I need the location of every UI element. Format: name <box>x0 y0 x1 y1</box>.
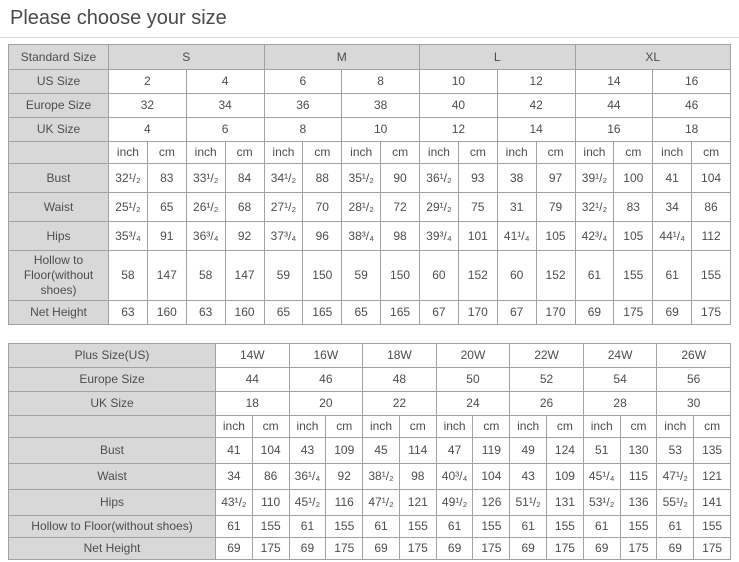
measurement-cm-cell: 150 <box>381 251 420 301</box>
size-value-cell: 12 <box>497 70 575 94</box>
size-value-cell: 14 <box>575 70 653 94</box>
size-value-cell: 16 <box>653 70 731 94</box>
measurement-cm-cell: 155 <box>252 516 289 538</box>
plus-size-table <box>8 343 731 560</box>
size-value-cell: 44 <box>575 94 653 118</box>
measurement-row <box>9 251 731 301</box>
size-value-cell: 10 <box>342 118 420 142</box>
measurement-inch-cell: 61 <box>657 516 694 538</box>
unit-corner-cell <box>9 416 216 438</box>
unit-cm-header: cm <box>225 142 264 164</box>
measurement-cm-cell: 160 <box>147 301 186 325</box>
size-value-cell: 2 <box>109 70 187 94</box>
measurement-inch-cell: 34 <box>216 464 253 490</box>
measurement-inch-cell: 39¹/₂ <box>575 164 614 193</box>
row-label: Europe Size <box>9 368 216 392</box>
unit-cm-header: cm <box>381 142 420 164</box>
measurement-inch-cell: 47¹/₂ <box>363 490 400 516</box>
row-label: Net Height <box>9 301 109 325</box>
size-group-header: S <box>109 45 265 70</box>
size-value-cell: 38 <box>342 94 420 118</box>
measurement-inch-cell: 63 <box>109 301 148 325</box>
row-label: Waist <box>9 193 109 222</box>
row-label: Bust <box>9 438 216 464</box>
measurement-inch-cell: 69 <box>583 538 620 560</box>
measurement-inch-cell: 31 <box>497 193 536 222</box>
measurement-cm-cell: 114 <box>399 438 436 464</box>
measurement-inch-cell: 61 <box>216 516 253 538</box>
measurement-cm-cell: 119 <box>473 438 510 464</box>
measurement-cm-cell: 110 <box>252 490 289 516</box>
measurement-cm-cell: 175 <box>614 301 653 325</box>
measurement-cm-cell: 96 <box>303 222 342 251</box>
measurement-cm-cell: 141 <box>694 490 731 516</box>
unit-cm-header: cm <box>458 142 497 164</box>
measurement-cm-cell: 83 <box>147 164 186 193</box>
size-value-cell: 22W <box>510 344 584 368</box>
measurement-inch-cell: 67 <box>497 301 536 325</box>
measurement-inch-cell: 49¹/₂ <box>436 490 473 516</box>
size-value-cell: 50 <box>436 368 510 392</box>
measurement-cm-cell: 104 <box>692 164 731 193</box>
measurement-inch-cell: 69 <box>653 301 692 325</box>
row-label: Net Height <box>9 538 216 560</box>
row-label: Bust <box>9 164 109 193</box>
measurement-cm-cell: 135 <box>694 438 731 464</box>
measurement-cm-cell: 116 <box>326 490 363 516</box>
measurement-cm-cell: 72 <box>381 193 420 222</box>
unit-inch-header: inch <box>436 416 473 438</box>
measurement-inch-cell: 35¹/₂ <box>342 164 381 193</box>
unit-inch-header: inch <box>109 142 148 164</box>
measurement-cm-cell: 109 <box>547 464 584 490</box>
unit-cm-header: cm <box>692 142 731 164</box>
measurement-cm-cell: 109 <box>326 438 363 464</box>
measurement-cm-cell: 92 <box>225 222 264 251</box>
size-value-cell: 54 <box>583 368 657 392</box>
measurement-inch-cell: 32¹/₂ <box>575 193 614 222</box>
unit-cm-header: cm <box>147 142 186 164</box>
corner-label-cell: Standard Size <box>9 45 109 70</box>
row-label: Waist <box>9 464 216 490</box>
size-value-cell: 10 <box>420 70 498 94</box>
measurement-inch-cell: 27¹/₂ <box>264 193 303 222</box>
measurement-inch-cell: 65 <box>342 301 381 325</box>
measurement-inch-cell: 45¹/₂ <box>289 490 326 516</box>
measurement-inch-cell: 34 <box>653 193 692 222</box>
measurement-inch-cell: 61 <box>653 251 692 301</box>
size-value-cell: 42 <box>497 94 575 118</box>
size-value-cell: 16 <box>575 118 653 142</box>
unit-cm-header: cm <box>614 142 653 164</box>
measurement-cm-cell: 88 <box>303 164 342 193</box>
measurement-inch-cell: 43 <box>289 438 326 464</box>
unit-inch-header: inch <box>420 142 459 164</box>
measurement-inch-cell: 47¹/₂ <box>657 464 694 490</box>
measurement-row <box>9 516 731 538</box>
measurement-cm-cell: 147 <box>225 251 264 301</box>
unit-cm-header: cm <box>399 416 436 438</box>
unit-cm-header: cm <box>620 416 657 438</box>
size-value-cell: 4 <box>109 118 187 142</box>
measurement-inch-cell: 29¹/₂ <box>420 193 459 222</box>
measurement-cm-cell: 112 <box>692 222 731 251</box>
measurement-inch-cell: 25¹/₂ <box>109 193 148 222</box>
measurement-inch-cell: 33¹/₂ <box>186 164 225 193</box>
measurement-cm-cell: 90 <box>381 164 420 193</box>
measurement-inch-cell: 69 <box>575 301 614 325</box>
size-value-cell: 12 <box>420 118 498 142</box>
measurement-cm-cell: 79 <box>536 193 575 222</box>
size-value-cell: 26W <box>657 344 731 368</box>
unit-cm-header: cm <box>536 142 575 164</box>
size-value-cell: 14 <box>497 118 575 142</box>
measurement-cm-cell: 93 <box>458 164 497 193</box>
measurement-inch-cell: 51 <box>583 438 620 464</box>
measurement-inch-cell: 38³/₄ <box>342 222 381 251</box>
measurement-cm-cell: 175 <box>252 538 289 560</box>
measurement-cm-cell: 121 <box>399 490 436 516</box>
size-group-header: L <box>420 45 576 70</box>
measurement-cm-cell: 70 <box>303 193 342 222</box>
measurement-inch-cell: 35³/₄ <box>109 222 148 251</box>
measurement-cm-cell: 150 <box>303 251 342 301</box>
measurement-inch-cell: 58 <box>109 251 148 301</box>
size-conversion-row <box>9 344 731 368</box>
measurement-inch-cell: 61 <box>575 251 614 301</box>
unit-cm-header: cm <box>303 142 342 164</box>
size-value-cell: 24W <box>583 344 657 368</box>
size-value-cell: 8 <box>264 118 342 142</box>
measurement-cm-cell: 155 <box>547 516 584 538</box>
unit-inch-header: inch <box>216 416 253 438</box>
measurement-inch-cell: 61 <box>436 516 473 538</box>
measurement-inch-cell: 69 <box>510 538 547 560</box>
plus-size-table-body <box>9 344 731 560</box>
unit-inch-header: inch <box>510 416 547 438</box>
measurement-row <box>9 490 731 516</box>
measurement-row <box>9 438 731 464</box>
measurement-cm-cell: 84 <box>225 164 264 193</box>
size-value-cell: 20 <box>289 392 363 416</box>
measurement-cm-cell: 170 <box>536 301 575 325</box>
measurement-cm-cell: 175 <box>692 301 731 325</box>
size-value-cell: 48 <box>363 368 437 392</box>
measurement-cm-cell: 131 <box>547 490 584 516</box>
measurement-cm-cell: 175 <box>473 538 510 560</box>
measurement-cm-cell: 92 <box>326 464 363 490</box>
unit-inch-header: inch <box>264 142 303 164</box>
size-conversion-row <box>9 392 731 416</box>
size-conversion-row <box>9 70 731 94</box>
row-label: Plus Size(US) <box>9 344 216 368</box>
measurement-cm-cell: 147 <box>147 251 186 301</box>
unit-cm-header: cm <box>694 416 731 438</box>
measurement-cm-cell: 98 <box>381 222 420 251</box>
row-label: US Size <box>9 70 109 94</box>
measurement-inch-cell: 39³/₄ <box>420 222 459 251</box>
unit-cm-header: cm <box>547 416 584 438</box>
measurement-inch-cell: 63 <box>186 301 225 325</box>
measurement-inch-cell: 65 <box>264 301 303 325</box>
measurement-cm-cell: 126 <box>473 490 510 516</box>
size-value-cell: 40 <box>420 94 498 118</box>
measurement-cm-cell: 165 <box>303 301 342 325</box>
measurement-inch-cell: 26¹/₂ <box>186 193 225 222</box>
measurement-cm-cell: 104 <box>473 464 510 490</box>
measurement-cm-cell: 98 <box>399 464 436 490</box>
measurement-cm-cell: 86 <box>692 193 731 222</box>
measurement-inch-cell: 32¹/₂ <box>109 164 148 193</box>
measurement-cm-cell: 175 <box>620 538 657 560</box>
measurement-inch-cell: 69 <box>436 538 473 560</box>
measurement-cm-cell: 100 <box>614 164 653 193</box>
measurement-cm-cell: 104 <box>252 438 289 464</box>
measurement-row <box>9 164 731 193</box>
unit-inch-header: inch <box>583 416 620 438</box>
measurement-cm-cell: 115 <box>620 464 657 490</box>
measurement-cm-cell: 105 <box>614 222 653 251</box>
measurement-inch-cell: 41 <box>216 438 253 464</box>
measurement-inch-cell: 67 <box>420 301 459 325</box>
measurement-inch-cell: 49 <box>510 438 547 464</box>
measurement-inch-cell: 36³/₄ <box>186 222 225 251</box>
size-value-cell: 36 <box>264 94 342 118</box>
unit-corner-cell <box>9 142 109 164</box>
measurement-row <box>9 193 731 222</box>
measurement-inch-cell: 43 <box>510 464 547 490</box>
size-conversion-row <box>9 118 731 142</box>
unit-inch-header: inch <box>289 416 326 438</box>
measurement-inch-cell: 61 <box>583 516 620 538</box>
standard-size-table-body <box>9 45 731 325</box>
measurement-inch-cell: 41¹/₄ <box>497 222 536 251</box>
unit-cm-header: cm <box>326 416 363 438</box>
measurement-inch-cell: 69 <box>657 538 694 560</box>
measurement-cm-cell: 175 <box>547 538 584 560</box>
measurement-inch-cell: 40³/₄ <box>436 464 473 490</box>
standard-size-header-row <box>9 45 731 70</box>
measurement-inch-cell: 45 <box>363 438 400 464</box>
measurement-inch-cell: 47 <box>436 438 473 464</box>
measurement-cm-cell: 175 <box>399 538 436 560</box>
title-divider <box>0 37 739 38</box>
measurement-cm-cell: 86 <box>252 464 289 490</box>
unit-cm-header: cm <box>252 416 289 438</box>
size-value-cell: 14W <box>216 344 290 368</box>
measurement-inch-cell: 69 <box>289 538 326 560</box>
measurement-row <box>9 222 731 251</box>
measurement-cm-cell: 155 <box>620 516 657 538</box>
measurement-inch-cell: 58 <box>186 251 225 301</box>
measurement-inch-cell: 69 <box>363 538 400 560</box>
size-value-cell: 4 <box>186 70 264 94</box>
measurement-cm-cell: 136 <box>620 490 657 516</box>
measurement-inch-cell: 28¹/₂ <box>342 193 381 222</box>
measurement-cm-cell: 101 <box>458 222 497 251</box>
size-value-cell: 28 <box>583 392 657 416</box>
row-label: UK Size <box>9 392 216 416</box>
unit-inch-header: inch <box>186 142 225 164</box>
size-value-cell: 32 <box>109 94 187 118</box>
row-label: Hollow to Floor(without shoes) <box>9 251 109 301</box>
size-value-cell: 34 <box>186 94 264 118</box>
size-value-cell: 22 <box>363 392 437 416</box>
size-value-cell: 44 <box>216 368 290 392</box>
measurement-inch-cell: 53 <box>657 438 694 464</box>
size-value-cell: 24 <box>436 392 510 416</box>
measurement-inch-cell: 42³/₄ <box>575 222 614 251</box>
measurement-cm-cell: 124 <box>547 438 584 464</box>
unit-inch-header: inch <box>653 142 692 164</box>
page-title: Please choose your size <box>10 7 227 29</box>
measurement-cm-cell: 155 <box>326 516 363 538</box>
size-value-cell: 46 <box>289 368 363 392</box>
measurement-cm-cell: 130 <box>620 438 657 464</box>
measurement-inch-cell: 36¹/₄ <box>289 464 326 490</box>
size-value-cell: 52 <box>510 368 584 392</box>
size-value-cell: 16W <box>289 344 363 368</box>
measurement-cm-cell: 170 <box>458 301 497 325</box>
measurement-cm-cell: 175 <box>326 538 363 560</box>
measurement-cm-cell: 155 <box>692 251 731 301</box>
measurement-cm-cell: 152 <box>536 251 575 301</box>
measurement-inch-cell: 55¹/₂ <box>657 490 694 516</box>
measurement-inch-cell: 38¹/₂ <box>363 464 400 490</box>
measurement-inch-cell: 41 <box>653 164 692 193</box>
measurement-cm-cell: 160 <box>225 301 264 325</box>
measurement-row <box>9 538 731 560</box>
size-value-cell: 8 <box>342 70 420 94</box>
standard-size-table <box>8 44 731 325</box>
measurement-cm-cell: 155 <box>694 516 731 538</box>
measurement-inch-cell: 45¹/₄ <box>583 464 620 490</box>
measurement-cm-cell: 75 <box>458 193 497 222</box>
size-value-cell: 26 <box>510 392 584 416</box>
unit-inch-header: inch <box>497 142 536 164</box>
size-value-cell: 30 <box>657 392 731 416</box>
measurement-inch-cell: 38 <box>497 164 536 193</box>
measurement-inch-cell: 59 <box>342 251 381 301</box>
size-conversion-row <box>9 94 731 118</box>
measurement-cm-cell: 121 <box>694 464 731 490</box>
unit-inch-header: inch <box>657 416 694 438</box>
measurement-cm-cell: 155 <box>473 516 510 538</box>
measurement-cm-cell: 155 <box>614 251 653 301</box>
measurement-cm-cell: 175 <box>694 538 731 560</box>
size-value-cell: 18 <box>653 118 731 142</box>
measurement-inch-cell: 51¹/₂ <box>510 490 547 516</box>
measurement-inch-cell: 60 <box>420 251 459 301</box>
measurement-cm-cell: 97 <box>536 164 575 193</box>
measurement-inch-cell: 61 <box>289 516 326 538</box>
unit-inch-header: inch <box>342 142 381 164</box>
measurement-inch-cell: 53¹/₂ <box>583 490 620 516</box>
size-value-cell: 46 <box>653 94 731 118</box>
unit-cm-header: cm <box>473 416 510 438</box>
row-label: Hips <box>9 222 109 251</box>
measurement-cm-cell: 83 <box>614 193 653 222</box>
measurement-inch-cell: 60 <box>497 251 536 301</box>
size-group-header: M <box>264 45 420 70</box>
size-value-cell: 56 <box>657 368 731 392</box>
measurement-cm-cell: 155 <box>399 516 436 538</box>
measurement-cm-cell: 105 <box>536 222 575 251</box>
measurement-row <box>9 301 731 325</box>
measurement-inch-cell: 36¹/₂ <box>420 164 459 193</box>
measurement-inch-cell: 44¹/₄ <box>653 222 692 251</box>
measurement-inch-cell: 34¹/₂ <box>264 164 303 193</box>
measurement-cm-cell: 65 <box>147 193 186 222</box>
unit-inch-header: inch <box>363 416 400 438</box>
unit-header-row <box>9 416 731 438</box>
measurement-inch-cell: 37³/₄ <box>264 222 303 251</box>
measurement-inch-cell: 43¹/₂ <box>216 490 253 516</box>
size-value-cell: 6 <box>186 118 264 142</box>
size-conversion-row <box>9 368 731 392</box>
measurement-inch-cell: 59 <box>264 251 303 301</box>
measurement-cm-cell: 165 <box>381 301 420 325</box>
unit-inch-header: inch <box>575 142 614 164</box>
size-value-cell: 18W <box>363 344 437 368</box>
measurement-inch-cell: 61 <box>363 516 400 538</box>
size-value-cell: 20W <box>436 344 510 368</box>
unit-header-row <box>9 142 731 164</box>
size-value-cell: 18 <box>216 392 290 416</box>
measurement-inch-cell: 61 <box>510 516 547 538</box>
row-label: UK Size <box>9 118 109 142</box>
measurement-inch-cell: 69 <box>216 538 253 560</box>
measurement-row <box>9 464 731 490</box>
row-label: Hips <box>9 490 216 516</box>
measurement-cm-cell: 68 <box>225 193 264 222</box>
size-group-header: XL <box>575 45 731 70</box>
row-label: Hollow to Floor(without shoes) <box>9 516 216 538</box>
row-label: Europe Size <box>9 94 109 118</box>
measurement-cm-cell: 91 <box>147 222 186 251</box>
size-value-cell: 6 <box>264 70 342 94</box>
measurement-cm-cell: 152 <box>458 251 497 301</box>
